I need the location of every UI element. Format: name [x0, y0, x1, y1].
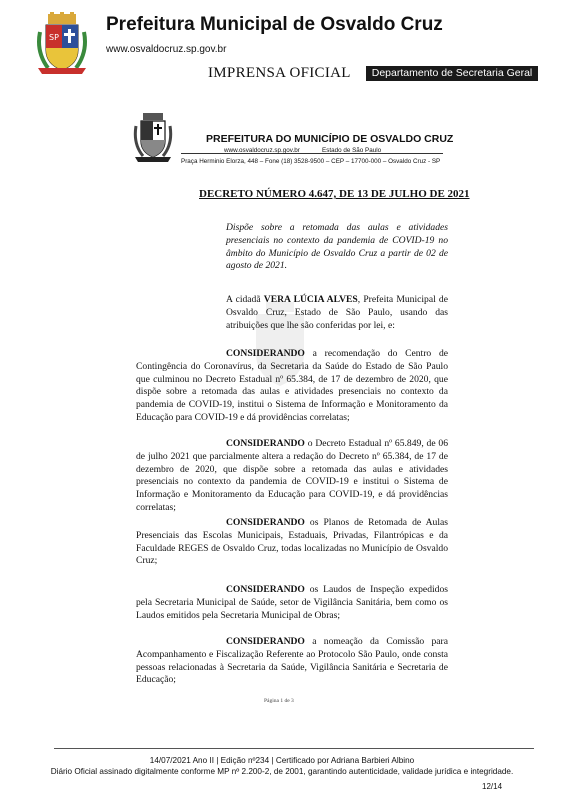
considerando-keyword: CONSIDERANDO: [226, 438, 305, 449]
considerando-paragraph: [136, 584, 448, 622]
letterhead-title: PREFEITURA DO MUNICÍPIO DE OSVALDO CRUZ: [206, 133, 454, 145]
considerando-paragraph: [136, 517, 448, 568]
letterhead-state: Estado de São Paulo: [322, 147, 382, 154]
footer-page-number: 12/14: [482, 782, 503, 791]
considerando-text: a nomeação da Comissão para Acompanhamento e Fiscalização Referente ao Protocolo São Paulo, onde consta pessoas relacionadas à Secretaria da Saúde, Vigilância Sanitária e Secretaria de Educação;: [136, 636, 448, 686]
considerando-keyword: CONSIDERANDO: [226, 636, 305, 647]
footer-legal-notice: Diário Oficial assinado digitalmente conforme MP nº 2.200-2, de 2001, garantindo autenticidade, validade jurídica e integridade.: [50, 767, 514, 776]
considerando-keyword: CONSIDERANDO: [226, 517, 305, 528]
footer-edition: 14/07/2021 Ano II | Edição nº234 | Certificado por Adriana Barbieri Albino: [149, 756, 415, 765]
considerando-text: a recomendação do Centro de Contingência do Coronavírus, da Secretaria da Saúde do Estado de São Paulo que culminou no Decreto Estadual nº 65.384, de 17 de dezembro de 2020, que dispõe sobre a retomada das aulas e atividades presenciais no contexto da pandemia de COVID-19, institui o Sistema de Informação e Monitoramento da Educação para COVID-19 e dá providências correlatas;: [136, 348, 448, 423]
intro-suffix: , Prefeita Municipal de Osvaldo Cruz, Estado de São Paulo, usando das atribuições que lhe são conferidas por lei, e:: [226, 294, 448, 331]
intro-prefix: A cidadã: [226, 294, 264, 305]
considerando-keyword: CONSIDERANDO: [226, 348, 305, 359]
coat-of-arms-icon: [132, 112, 174, 164]
considerando-keyword: CONSIDERANDO: [226, 584, 305, 595]
mayor-name: VERA LÚCIA ALVES: [263, 294, 358, 305]
decree-summary: Dispõe sobre a retomada das aulas e atividades presenciais no contexto da pandemia de COVID-19 no âmbito do Município de Osvaldo Cruz a partir de 02 de agosto de 2021.: [226, 222, 448, 272]
department-badge: Departamento de Secretaria Geral: [366, 66, 538, 81]
considerando-paragraph: [136, 636, 448, 687]
footer-divider: [54, 748, 534, 749]
section-heading: IMPRENSA OFICIAL: [208, 65, 351, 81]
considerando-text: os Planos de Retomada de Aulas Presenciais das Escolas Municipais, Estaduais, Privadas, Filantrópicas e da Faculdade REGES de Osvaldo Cruz, todas localizadas no Município de Osvaldo Cruz;: [136, 517, 448, 567]
considerando-paragraph: [136, 438, 448, 515]
decree-page-number: Página 1 de 3: [264, 698, 294, 704]
considerando-text: os Laudos de Inspeção expedidos pela Secretaria Municipal de Saúde, setor de Vigilância Sanitária, bem como os Laudos emitidos pela Secretaria Municipal de Obras;: [136, 584, 448, 621]
considerando-text: o Decreto Estadual nº 65.849, de 06 de julho 2021 que parcialmente altera a redação do Decreto nº 65.384, de 17 de dezembro de 2020, que dispõe sobre a retomada das aulas e atividades presenciais no contexto da pandemia de COVID-19 e institui o Sistema de Informação e Monitoramento da Educação para COVID-19, e dá providências correlatas;: [136, 438, 448, 513]
decree-title: DECRETO NÚMERO 4.647, DE 13 DE JULHO DE 2021: [199, 188, 470, 200]
decree-intro: [226, 294, 448, 332]
svg-text:SP: SP: [49, 33, 59, 42]
coat-of-arms-icon: [34, 12, 90, 76]
letterhead-divider: [181, 153, 443, 154]
publication-url[interactable]: www.osvaldocruz.sp.gov.br: [106, 44, 227, 55]
letterhead-url: www.osvaldocruz.sp.gov.br: [224, 147, 300, 154]
letterhead-address: Praça Herminio Elorza, 448 – Fone (18) 3528-9500 – CEP – 17700-000 – Osvaldo Cruz - SP: [181, 158, 441, 165]
publication-title: Prefeitura Municipal de Osvaldo Cruz: [106, 14, 443, 35]
considerando-paragraph: [136, 348, 448, 425]
